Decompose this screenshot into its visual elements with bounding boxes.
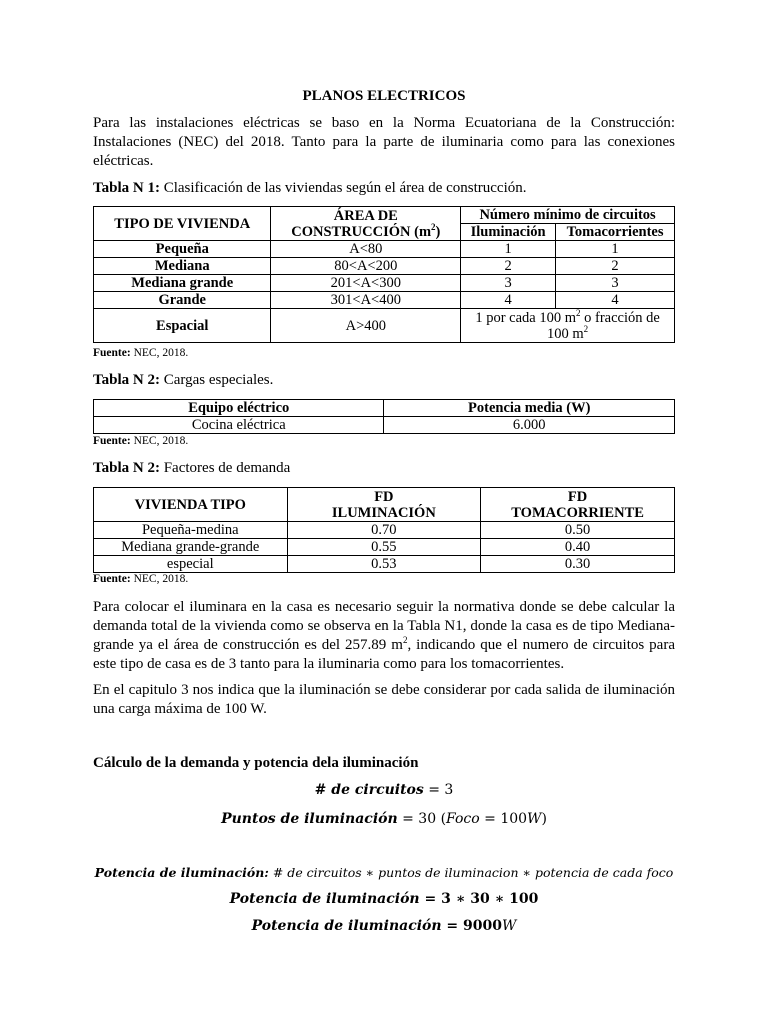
table-factores-demanda (93, 487, 675, 573)
table-row: Grande 301<A<400 4 4 (94, 292, 675, 309)
header-numero-minimo: Número mínimo de circuitos (461, 207, 675, 224)
table2-caption: Tabla N 2: Cargas especiales. (93, 372, 274, 388)
table-row: Cocina eléctrica 6.000 (94, 417, 675, 434)
equation-puntos: Puntos de iluminación = 30 (Foco = 100W) (221, 811, 547, 827)
header-tipo-vivienda: TIPO DE VIVIENDA (94, 207, 271, 241)
header-fd-iluminacion: FD ILUMINACIÓN (287, 488, 481, 522)
equation-circuitos: # de circuitos = 3 (314, 782, 454, 798)
table-row: Pequeña A<80 1 1 (94, 241, 675, 258)
header-equipo: Equipo eléctrico (94, 400, 384, 417)
table-row: Espacial A>400 1 por cada 100 $m^2$ o fracción de 100 $m^2$ (94, 309, 675, 343)
table-row: especial 0.53 0.30 (94, 556, 675, 573)
header-vivienda-tipo: VIVIENDA TIPO (94, 488, 288, 522)
table2-source: Fuente: NEC, 2018. (93, 435, 189, 447)
equation-result: Potencia de iluminación = 9000W (251, 918, 517, 934)
section-heading: Cálculo de la demanda y potencia dela iluminación (93, 755, 419, 771)
header-iluminacion: Iluminación (461, 224, 556, 241)
table1-source: Fuente: NEC, 2018. (93, 347, 189, 359)
table-vivienda-classification (93, 206, 675, 343)
header-area: ÁREA DE CONSTRUCCIÓN $(m^2)$ (271, 207, 461, 241)
table-cargas-especiales (93, 399, 675, 434)
header-potencia: Potencia media (W) (384, 400, 675, 417)
table-row: Mediana grande 201<A<300 3 3 (94, 275, 675, 292)
paragraph-iluminaria: Para colocar el iluminara en la casa es necesario seguir la normativa donde se debe calcular la demanda total de la vivienda como se observa en la Tabla N1, donde la casa es de tipo Mediana-grande ya el área de construcción es del 257.89 $m^2$, indicando que el numero de circuitos para este tipo de casa es de 3 tanto para la iluminaria como para los tomacorrientes. (93, 599, 675, 672)
page-title: PLANOS ELECTRICOS (302, 88, 466, 104)
table3-source: Fuente: NEC, 2018. (93, 573, 189, 585)
table-row: Mediana grande-grande 0.55 0.40 (94, 539, 675, 556)
intro-paragraph: Para las instalaciones eléctricas se baso en la Norma Ecuatoriana de la Construcción: Instalaciones (NEC) del 2018. Tanto para la parte de iluminaria como para las conexiones eléctricas. (93, 115, 675, 169)
table-row: Pequeña-medina 0.70 0.50 (94, 522, 675, 539)
equation-substitution: Potencia de iluminación = 3 ∗ 30 ∗ 100 (229, 891, 539, 907)
header-tomacorrientes: Tomacorrientes (556, 224, 675, 241)
table3-caption: Tabla N 2: Factores de demanda (93, 460, 291, 476)
table-row: Mediana 80<A<200 2 2 (94, 258, 675, 275)
paragraph-capitulo: En el capitulo 3 nos indica que la iluminación se debe considerar por cada salida de iluminación una carga máxima de 100 W. (93, 682, 675, 717)
equation-formula: Potencia de iluminación: # de circuitos ∗ puntos de iluminacion ∗ potencia de cada foco (94, 865, 674, 880)
table1-caption: Tabla N 1: Clasificación de las viviendas según el área de construcción. (93, 180, 527, 196)
header-fd-tomacorriente: FD TOMACORRIENTE (481, 488, 675, 522)
